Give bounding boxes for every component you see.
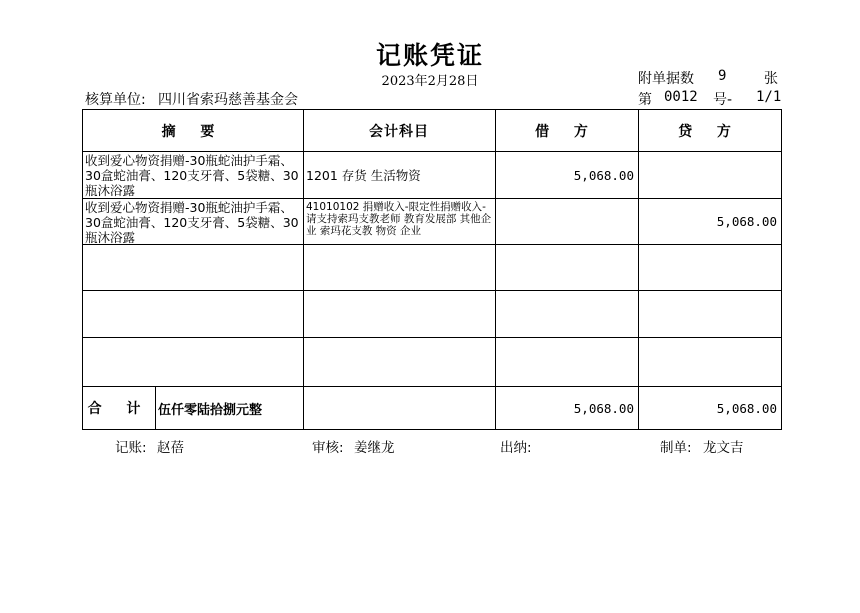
header-debit: 借 方 (535, 123, 598, 140)
row2-account: 41010102 捐赠收入-限定性捐赠收入-请支持索玛支教老师 教育发展部 其他企业 索玛花支教 物资 企业 (306, 201, 492, 237)
row2-credit: 5,068.00 (716, 214, 777, 229)
voucher-no-prefix: 第 (638, 92, 652, 108)
unit-label: 核算单位: (85, 92, 146, 108)
voucher-date: 2023年2月28日 (381, 74, 479, 89)
row-divider (83, 244, 781, 245)
preparer-label: 制单: (660, 440, 692, 456)
unit-name: 四川省索玛慈善基金会 (158, 92, 298, 108)
row1-debit: 5,068.00 (573, 167, 634, 183)
bookkeeper-label: 记账: (115, 440, 147, 456)
attachments-label: 附单据数 (638, 71, 694, 87)
header-summary: 摘 要 (161, 123, 225, 140)
cashier-label: 出纳: (500, 440, 532, 456)
row1-credit (638, 152, 781, 198)
voucher-title: 记账凭证 (375, 41, 484, 70)
total-label: 合 计 (87, 401, 151, 417)
voucher-table (82, 109, 782, 430)
attachments-unit: 张 (764, 71, 778, 87)
total-debit: 5,068.00 (573, 400, 634, 416)
voucher-page: 1/1 (756, 89, 782, 105)
attachments-count: 9 (718, 68, 727, 84)
bookkeeper-name: 赵蓓 (157, 440, 184, 456)
row-divider (83, 290, 781, 291)
row1-summary: 收到爱心物资捐赠-30瓶蛇油护手霜、30盒蛇油膏、120支牙膏、5袋糖、30瓶沐浴露 (85, 153, 299, 198)
header-credit: 贷 方 (678, 123, 741, 140)
row2-debit (495, 199, 638, 244)
header-account: 会计科目 (369, 123, 429, 140)
reviewer-label: 审核: (312, 440, 344, 456)
row-divider (83, 337, 781, 338)
row1-account: 1201 存货 生活物资 (306, 168, 421, 183)
total-credit: 5,068.00 (716, 400, 777, 416)
voucher-no-suffix: 号- (713, 92, 733, 108)
reviewer-name: 姜继龙 (354, 440, 395, 456)
voucher-no-number: 0012 (664, 89, 698, 105)
row2-summary: 收到爱心物资捐赠-30瓶蛇油护手霜、30盒蛇油膏、120支牙膏、5袋糖、30瓶沐浴露 (85, 200, 299, 244)
total-amount-words: 伍仟零陆拾捌元整 (158, 402, 263, 418)
preparer-name: 龙文吉 (703, 440, 744, 456)
